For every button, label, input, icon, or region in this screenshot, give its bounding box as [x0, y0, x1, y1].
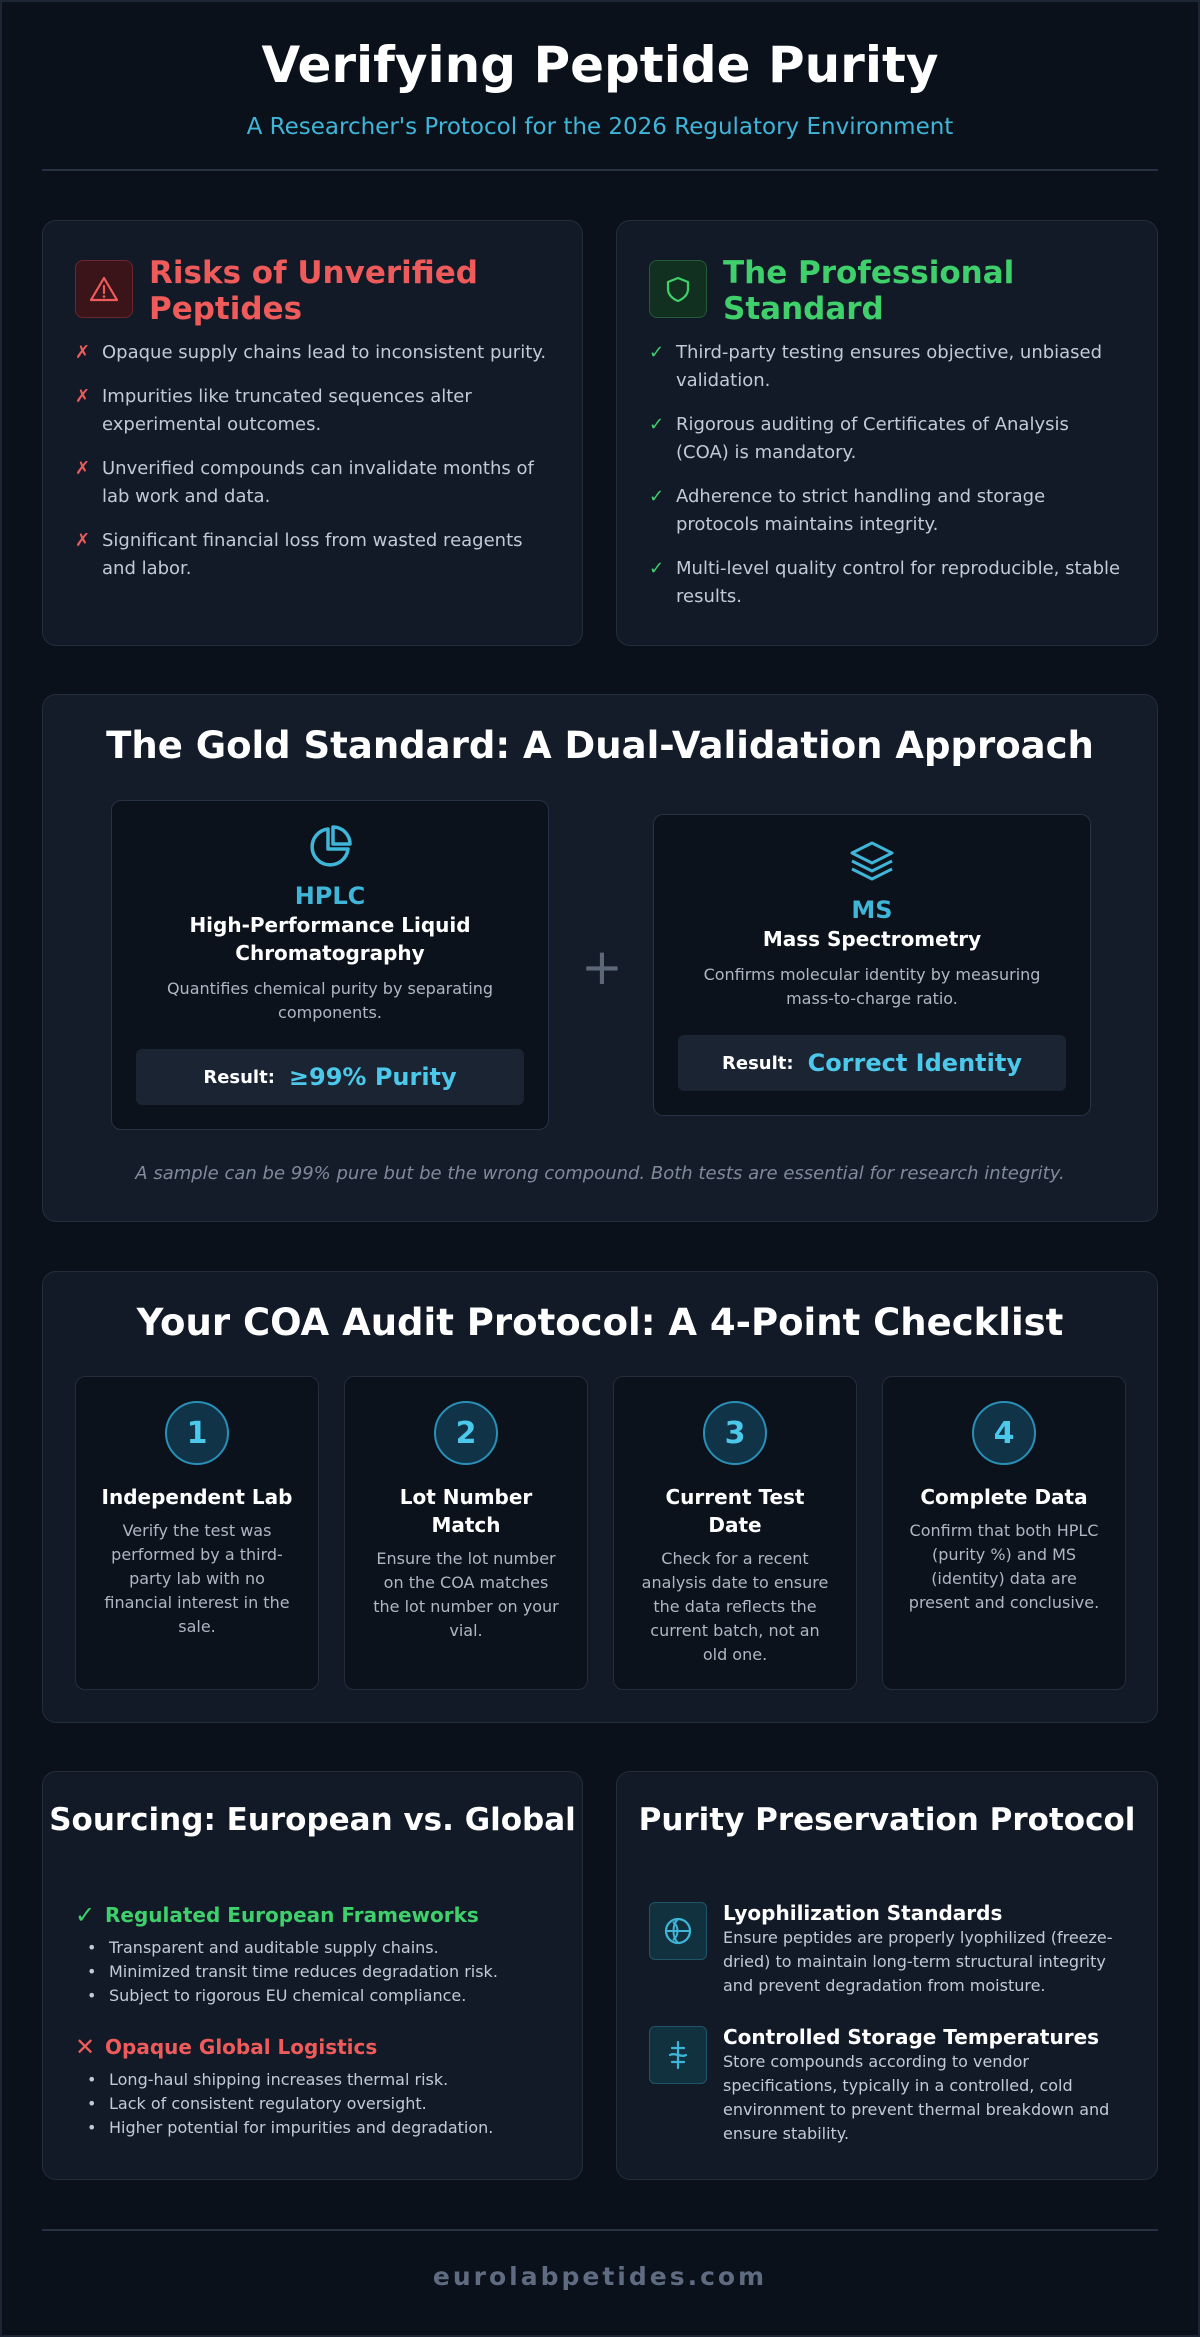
ms-card: [653, 814, 1091, 1116]
step-desc: Verify the test was performed by a third-party lab with no financial interest in the sale.: [104, 1521, 290, 1636]
standard-text: Rigorous auditing of Certificates of Analysis (COA) is mandatory.: [676, 414, 1069, 463]
global-heading-text: Opaque Global Logistics: [105, 2035, 378, 2059]
checklist-step: [75, 1376, 319, 1690]
result-value: ≥99% Purity: [288, 1063, 457, 1091]
result-label: Result:: [203, 1066, 275, 1088]
preservation-item-title: Lyophilization Standards: [723, 1901, 1003, 1925]
global-list: [85, 2068, 558, 2140]
x-mark-icon: ✗: [75, 458, 91, 479]
hplc-result: [136, 1049, 524, 1105]
gold-standard-note: A sample can be 99% pure but be the wrong compound. Both tests are essential for research integrity.: [135, 1163, 1065, 1184]
sourcing-title: Sourcing: European vs. Global: [49, 1802, 576, 1838]
step-number: 1: [165, 1401, 229, 1465]
standard-card: [616, 220, 1158, 646]
hplc-abbr: HPLC: [294, 882, 366, 910]
ms-abbr: MS: [851, 896, 893, 924]
list-item: [75, 527, 552, 583]
step-number: 2: [434, 1401, 498, 1465]
risk-text: Unverified compounds can invalidate months of lab work and data.: [102, 458, 534, 507]
list-item: • Lack of consistent regulatory oversight.: [85, 2092, 558, 2116]
preservation-item: [649, 1900, 1125, 1998]
step-title: Independent Lab: [101, 1485, 293, 1509]
page-header: [42, 30, 1158, 142]
eu-heading-text: Regulated European Frameworks: [105, 1903, 479, 1927]
pie-chart-icon: [306, 823, 354, 871]
checklist-step: [882, 1376, 1126, 1690]
eu-list: [85, 1936, 558, 2008]
warning-triangle-icon: [75, 260, 133, 318]
x-mark-icon: ✗: [75, 386, 91, 407]
list-item: [649, 555, 1127, 611]
check-icon: ✓: [649, 342, 665, 363]
page-title: Verifying Peptide Purity: [261, 36, 939, 94]
risk-text: Opaque supply chains lead to inconsistent purity.: [102, 342, 547, 363]
check-icon: ✓: [649, 414, 665, 435]
x-mark-icon: ✗: [75, 530, 91, 551]
risks-title: Risks of Unverified Peptides: [149, 255, 478, 327]
x-mark-icon: ✗: [75, 342, 91, 363]
hplc-name: High-Performance Liquid Chromatography: [189, 913, 471, 965]
preservation-item: [649, 2024, 1125, 2146]
gold-standard-card: [42, 694, 1158, 1222]
standard-list: [649, 339, 1127, 627]
audit-title: Your COA Audit Protocol: A 4-Point Checklist: [136, 1301, 1064, 1344]
hplc-desc: Quantifies chemical purity by separating components.: [166, 979, 494, 1022]
step-title: Complete Data: [920, 1485, 1088, 1509]
risks-card: [42, 220, 583, 646]
risk-text: Impurities like truncated sequences alter experimental outcomes.: [102, 386, 472, 435]
footer-site-link[interactable]: eurolabpetides.com: [432, 2262, 768, 2291]
standard-header: [649, 255, 1157, 327]
risks-list: [75, 339, 552, 599]
hplc-card: [111, 800, 549, 1130]
preservation-card: [616, 1771, 1158, 2180]
check-icon: ✓: [649, 558, 665, 579]
ms-desc: Confirms molecular identity by measuring mass-to-charge ratio.: [703, 965, 1041, 1008]
step-desc: Check for a recent analysis date to ensure the data reflects the current batch, not an old one.: [641, 1549, 829, 1664]
sourcing-card: [42, 1771, 583, 2180]
check-icon: ✓: [649, 486, 665, 507]
list-item: • Subject to rigorous EU chemical compliance.: [85, 1984, 558, 2008]
preservation-item-desc: Store compounds according to vendor specifications, typically in a controlled, cold environment to prevent thermal breakdown and ensure stability.: [723, 2052, 1110, 2143]
eu-heading: [75, 1902, 479, 1928]
list-item: • Transparent and auditable supply chains.: [85, 1936, 558, 1960]
layers-icon: [848, 837, 896, 885]
list-item: [649, 339, 1127, 395]
thermometer-icon: [649, 2026, 707, 2084]
risks-header: [75, 255, 582, 327]
footer-divider: [42, 2229, 1158, 2231]
header-divider: [42, 169, 1158, 171]
global-heading: [75, 2034, 377, 2060]
gold-standard-title: The Gold Standard: A Dual-Validation Approach: [106, 724, 1094, 767]
step-number: 4: [972, 1401, 1036, 1465]
preservation-title: Purity Preservation Protocol: [638, 1802, 1136, 1838]
audit-card: [42, 1271, 1158, 1723]
preservation-item-title: Controlled Storage Temperatures: [723, 2025, 1100, 2049]
globe-icon: [649, 1902, 707, 1960]
checklist-step: [613, 1376, 857, 1690]
page-subtitle: A Researcher's Protocol for the 2026 Regulatory Environment: [246, 114, 954, 140]
step-desc: Confirm that both HPLC (purity %) and MS (identity) data are present and conclusive.: [908, 1521, 1100, 1612]
ms-result: [678, 1035, 1066, 1091]
step-desc: Ensure the lot number on the COA matches the lot number on your vial.: [373, 1549, 559, 1640]
standard-text: Adherence to strict handling and storage protocols maintains integrity.: [676, 486, 1046, 535]
standard-text: Multi-level quality control for reproducible, stable results.: [676, 558, 1121, 607]
result-label: Result:: [722, 1052, 794, 1074]
list-item: [75, 383, 552, 439]
risk-text: Significant financial loss from wasted reagents and labor.: [102, 530, 523, 579]
preservation-item-desc: Ensure peptides are properly lyophilized (freeze-dried) to maintain long-term structural integrity and prevent degradation from moisture.: [723, 1928, 1113, 1995]
list-item: [75, 455, 552, 511]
check-icon: ✓: [75, 1901, 96, 1929]
list-item: [649, 411, 1127, 467]
step-number: 3: [703, 1401, 767, 1465]
list-item: [75, 339, 552, 367]
step-title: Current Test Date: [665, 1485, 805, 1537]
list-item: [649, 483, 1127, 539]
list-item: • Long-haul shipping increases thermal risk.: [85, 2068, 558, 2092]
shield-icon: [649, 260, 707, 318]
step-title: Lot Number Match: [399, 1485, 533, 1537]
standard-title: The Professional Standard: [723, 255, 1015, 327]
standard-text: Third-party testing ensures objective, unbiased validation.: [676, 342, 1103, 391]
list-item: • Higher potential for impurities and degradation.: [85, 2116, 558, 2140]
result-value: Correct Identity: [807, 1049, 1022, 1077]
plus-sign: +: [581, 938, 623, 996]
close-icon: ✕: [75, 2033, 96, 2061]
checklist-step: [344, 1376, 588, 1690]
ms-name: Mass Spectrometry: [762, 927, 982, 951]
list-item: • Minimized transit time reduces degradation risk.: [85, 1960, 558, 1984]
